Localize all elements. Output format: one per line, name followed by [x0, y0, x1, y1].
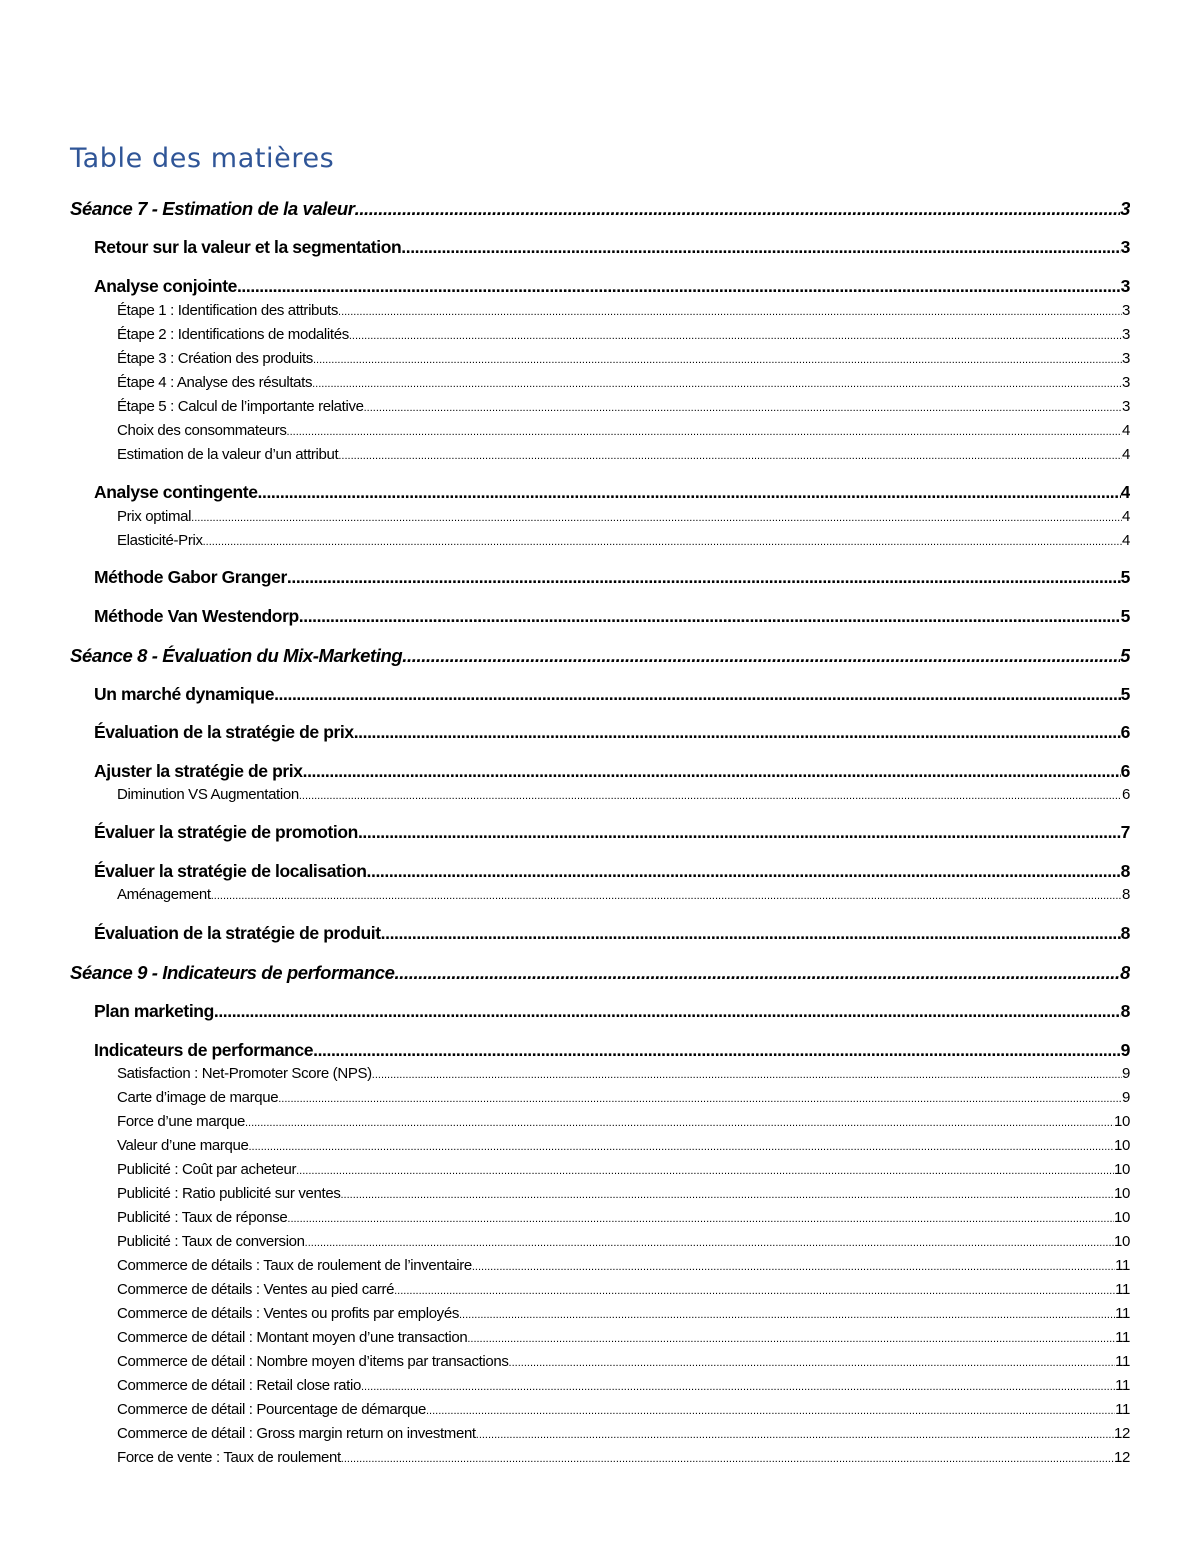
toc-entry-level-2[interactable] [94, 606, 1130, 627]
toc-entry-text: Commerce de détails : Ventes au pied carré [117, 1281, 395, 1298]
toc-dot-leader [349, 330, 1122, 342]
toc-entry-text: Force d’une marque [117, 1113, 245, 1130]
toc-entry-level-2[interactable] [94, 1001, 1130, 1022]
toc-dot-leader [372, 1069, 1122, 1081]
toc-dot-leader [361, 1381, 1115, 1393]
toc-page-number: 11 [1115, 1257, 1130, 1274]
toc-entry-level-2[interactable] [94, 761, 1130, 782]
toc-entry-text: Estimation de la valeur d’un attribut [117, 446, 339, 463]
toc-entry-level-3[interactable] [117, 1089, 1130, 1106]
toc-entry-text: Étape 1 : Identification des attributs [117, 302, 339, 319]
toc-page-number: 11 [1115, 1377, 1130, 1394]
toc-entry-level-3[interactable] [117, 532, 1130, 549]
toc-page-number: 3 [1122, 302, 1130, 319]
toc-dot-leader [338, 450, 1122, 462]
toc-page-number: 3 [1122, 398, 1130, 415]
toc-entry-text: Séance 7 - Estimation de la valeur [70, 198, 355, 219]
toc-entry-level-3[interactable] [117, 350, 1130, 367]
toc-entry-level-2[interactable] [94, 1040, 1130, 1061]
toc-entry-text: Valeur d’une marque [117, 1137, 249, 1154]
toc-dot-leader [394, 1285, 1115, 1297]
toc-entry-level-3[interactable] [117, 1257, 1130, 1274]
toc-entry-text: Étape 5 : Calcul de l’importante relative [117, 398, 364, 415]
toc-page-number: 3 [1122, 374, 1130, 391]
toc-entry-text: Indicateurs de performance [94, 1040, 314, 1060]
toc-entry-text: Publicité : Coût par acheteur [117, 1161, 297, 1178]
toc-entry-text: Choix des consommateurs [117, 422, 287, 439]
toc-dot-leader [237, 276, 1121, 297]
toc-entry-level-3[interactable] [117, 1209, 1130, 1226]
toc-page-number: 10 [1114, 1233, 1130, 1250]
toc-dot-leader [381, 923, 1121, 944]
toc-entry-level-3[interactable] [117, 446, 1130, 463]
toc-page-number: 9 [1122, 1089, 1130, 1106]
toc-dot-leader [305, 1237, 1114, 1249]
toc-entry-level-2[interactable] [94, 923, 1130, 944]
toc-entry-level-3[interactable] [117, 1425, 1130, 1442]
toc-entry-text: Méthode Gabor Granger [94, 567, 287, 587]
toc-entry-level-2[interactable] [94, 684, 1130, 705]
toc-page-number: 10 [1114, 1113, 1130, 1130]
toc-dot-leader [287, 1213, 1114, 1225]
toc-dot-leader [395, 962, 1121, 984]
toc-page-number: 9 [1120, 1040, 1130, 1060]
toc-page-number: 4 [1120, 482, 1130, 502]
toc-page-number: 6 [1122, 786, 1130, 803]
toc-entry-text: Carte d’image de marque [117, 1089, 279, 1106]
toc-dot-leader [278, 1093, 1122, 1105]
toc-dot-leader [402, 645, 1120, 667]
toc-entry-text: Publicité : Ratio publicité sur ventes [117, 1185, 341, 1202]
toc-dot-leader [313, 354, 1122, 366]
toc-entry-level-2[interactable] [94, 861, 1130, 882]
toc-entry-level-3[interactable] [117, 374, 1130, 391]
toc-dot-leader [211, 890, 1122, 902]
toc-entry-text: Un marché dynamique [94, 684, 275, 704]
toc-page-number: 3 [1120, 237, 1130, 257]
toc-dot-leader [303, 761, 1121, 782]
toc-entry-level-3[interactable] [117, 1305, 1130, 1322]
toc-page-number: 3 [1122, 350, 1130, 367]
toc-dot-leader [338, 306, 1122, 318]
toc-entry-level-1[interactable] [70, 198, 1130, 220]
toc-page-number: 10 [1114, 1161, 1130, 1178]
toc-entry-text: Aménagement [117, 886, 211, 903]
toc-page-number: 4 [1122, 446, 1130, 463]
toc-entry-level-3[interactable] [117, 508, 1130, 525]
toc-dot-leader [299, 790, 1122, 802]
toc-dot-leader [296, 1165, 1114, 1177]
toc-entry-level-3[interactable] [117, 1185, 1130, 1202]
toc-page-number: 3 [1120, 276, 1130, 296]
toc-dot-leader [287, 567, 1121, 588]
toc-page-number: 4 [1122, 422, 1130, 439]
toc-entry-text: Elasticité-Prix [117, 532, 203, 549]
toc-page-number: 8 [1120, 1001, 1130, 1021]
toc-page-number: 7 [1120, 822, 1130, 842]
toc-entry-level-3[interactable] [117, 1161, 1130, 1178]
toc-entry-text: Analyse contingente [94, 482, 258, 502]
toc-dot-leader [364, 402, 1122, 414]
toc-entry-level-2[interactable] [94, 822, 1130, 843]
toc-page-number: 12 [1114, 1425, 1130, 1442]
toc-dot-leader [214, 1001, 1121, 1022]
toc-dot-leader [341, 1189, 1115, 1201]
toc-dot-leader [426, 1405, 1115, 1417]
toc-page-number: 11 [1115, 1401, 1130, 1418]
toc-page-number: 5 [1120, 567, 1130, 587]
toc-entry-text: Étape 4 : Analyse des résultats [117, 374, 313, 391]
toc-dot-leader [245, 1117, 1114, 1129]
toc-entry-text: Évaluation de la stratégie de produit [94, 923, 381, 943]
toc-entry-level-3[interactable] [117, 886, 1130, 903]
toc-entry-level-3[interactable] [117, 398, 1130, 415]
toc-page-number: 9 [1122, 1065, 1130, 1082]
toc-entry-text: Commerce de détail : Pourcentage de démarque [117, 1401, 426, 1418]
toc-dot-leader [287, 426, 1122, 438]
toc-entry-text: Évaluation de la stratégie de prix [94, 722, 354, 742]
toc-page-number: 3 [1120, 198, 1130, 219]
toc-entry-text: Commerce de détail : Retail close ratio [117, 1377, 361, 1394]
toc-dot-leader [509, 1357, 1116, 1369]
toc-dot-leader [367, 861, 1121, 882]
toc-entry-text: Évaluer la stratégie de promotion [94, 822, 358, 842]
toc-dot-leader [274, 684, 1121, 705]
toc-entry-text: Méthode Van Westendorp [94, 606, 299, 626]
toc-dot-leader [191, 512, 1122, 524]
toc-page-number: 10 [1114, 1185, 1130, 1202]
toc-entry-level-3[interactable] [117, 1137, 1130, 1154]
toc-entry-text: Étape 2 : Identifications de modalités [117, 326, 349, 343]
toc-entry-level-3[interactable] [117, 786, 1130, 803]
toc-entry-text: Analyse conjointe [94, 276, 237, 296]
toc-entry-text: Prix optimal [117, 508, 192, 525]
toc-entry-text: Satisfaction : Net-Promoter Score (NPS) [117, 1065, 372, 1082]
toc-page-number: 8 [1120, 923, 1130, 943]
toc-dot-leader [358, 822, 1121, 843]
toc-entry-level-2[interactable] [94, 237, 1130, 258]
toc-entry-text: Commerce de détails : Ventes ou profits par employés [117, 1305, 459, 1322]
toc-entry-level-3[interactable] [117, 1353, 1130, 1370]
toc-page-number: 12 [1114, 1449, 1130, 1466]
toc-page-number: 11 [1115, 1353, 1130, 1370]
toc-page-number: 8 [1120, 861, 1130, 881]
toc-entry-level-3[interactable] [117, 1281, 1130, 1298]
toc-entry-text: Séance 9 - Indicateurs de performance [70, 962, 395, 983]
toc-entry-level-3[interactable] [117, 1233, 1130, 1250]
toc-page-number: 5 [1120, 684, 1130, 704]
toc-dot-leader [459, 1309, 1115, 1321]
toc-page-number: 4 [1122, 532, 1130, 549]
toc-dot-leader [476, 1429, 1114, 1441]
toc-entry-text: Étape 3 : Création des produits [117, 350, 313, 367]
toc-entry-level-3[interactable] [117, 1065, 1130, 1082]
toc-dot-leader [341, 1453, 1114, 1465]
toc-page-number: 11 [1115, 1329, 1130, 1346]
toc-entry-level-2[interactable] [94, 722, 1130, 743]
toc-dot-leader [467, 1333, 1115, 1345]
toc-entry-level-3[interactable] [117, 1449, 1130, 1466]
toc-entry-level-3[interactable] [117, 422, 1130, 439]
toc-dot-leader [203, 536, 1122, 548]
toc-page-number: 3 [1122, 326, 1130, 343]
toc-dot-leader [299, 606, 1121, 627]
toc-entry-level-3[interactable] [117, 302, 1130, 319]
toc-entry-text: Commerce de détails : Taux de roulement de l’inventaire [117, 1257, 472, 1274]
toc-entry-text: Publicité : Taux de réponse [117, 1209, 288, 1226]
toc-entry-level-2[interactable] [94, 482, 1130, 503]
toc-dot-leader [312, 378, 1122, 390]
toc-page-number: 10 [1114, 1209, 1130, 1226]
toc-dot-leader [401, 237, 1120, 258]
toc-entry-level-3[interactable] [117, 1329, 1130, 1346]
toc-entry-text: Commerce de détail : Gross margin return on investment [117, 1425, 476, 1442]
toc-page-number: 5 [1120, 645, 1130, 666]
toc-dot-leader [355, 198, 1121, 220]
toc-page-number: 11 [1115, 1281, 1130, 1298]
toc-title: Table des matières [70, 143, 335, 174]
toc-entry-text: Retour sur la valeur et la segmentation [94, 237, 402, 257]
toc-page-number: 8 [1120, 962, 1130, 983]
toc-entry-level-2[interactable] [94, 276, 1130, 297]
toc-page-number: 6 [1120, 761, 1130, 781]
toc-entry-text: Évaluer la stratégie de localisation [94, 861, 367, 881]
toc-page-number: 10 [1114, 1137, 1130, 1154]
toc-entry-level-2[interactable] [94, 567, 1130, 588]
toc-entry-text: Diminution VS Augmentation [117, 786, 299, 803]
toc-entry-text: Plan marketing [94, 1001, 214, 1021]
toc-page-number: 4 [1122, 508, 1130, 525]
toc-entry-level-1[interactable] [70, 645, 1130, 667]
toc-dot-leader [354, 722, 1121, 743]
toc-dot-leader [249, 1141, 1115, 1153]
toc-entry-level-3[interactable] [117, 1401, 1130, 1418]
toc-page-number: 8 [1122, 886, 1130, 903]
toc-entry-text: Commerce de détail : Nombre moyen d’items par transactions [117, 1353, 509, 1370]
toc-entry-text: Commerce de détail : Montant moyen d’une transaction [117, 1329, 468, 1346]
toc-dot-leader [472, 1261, 1115, 1273]
toc-dot-leader [313, 1040, 1121, 1061]
toc-entry-level-3[interactable] [117, 1377, 1130, 1394]
toc-entry-text: Séance 8 - Évaluation du Mix-Marketing [70, 645, 403, 666]
toc-entry-text: Publicité : Taux de conversion [117, 1233, 305, 1250]
toc-entry-level-1[interactable] [70, 962, 1130, 984]
toc-entry-text: Force de vente : Taux de roulement [117, 1449, 341, 1466]
toc-entry-level-3[interactable] [117, 1113, 1130, 1130]
toc-entry-text: Ajuster la stratégie de prix [94, 761, 303, 781]
toc-entry-level-3[interactable] [117, 326, 1130, 343]
toc-page-number: 5 [1120, 606, 1130, 626]
toc-dot-leader [258, 482, 1121, 503]
toc-page-number: 6 [1120, 722, 1130, 742]
toc-page-number: 11 [1115, 1305, 1130, 1322]
